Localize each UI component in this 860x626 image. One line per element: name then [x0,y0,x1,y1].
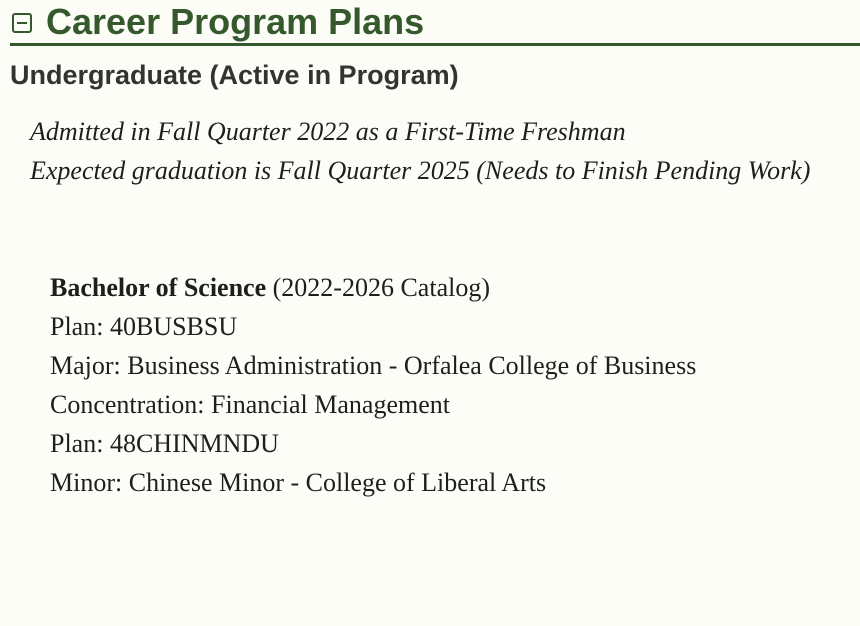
admission-term: Admitted in Fall Quarter 2022 as a First-Time Freshman [30,117,626,146]
catalog-years: (2022-2026 Catalog) [266,273,490,302]
concentration: Concentration: Financial Management [50,390,450,419]
collapse-icon[interactable] [12,13,32,33]
program-plan [50,268,696,502]
minor: Minor: Chinese Minor - College of Liberal Arts [50,468,547,497]
section-header [10,0,860,46]
degree-line [50,268,696,307]
expected-graduation: Expected graduation is Fall Quarter 2025 (Needs to Finish Pending Work) [30,156,811,185]
degree-name: Bachelor of Science [50,273,267,302]
admission-info [30,112,858,190]
major-plan-code: Plan: 40BUSBSU [50,312,238,341]
minor-plan-code: Plan: 48CHINMNDU [50,429,279,458]
major: Major: Business Administration - Orfalea College of Business [50,351,697,380]
section-title: Career Program Plans [46,1,425,42]
career-heading: Undergraduate (Active in Program) [10,60,459,90]
